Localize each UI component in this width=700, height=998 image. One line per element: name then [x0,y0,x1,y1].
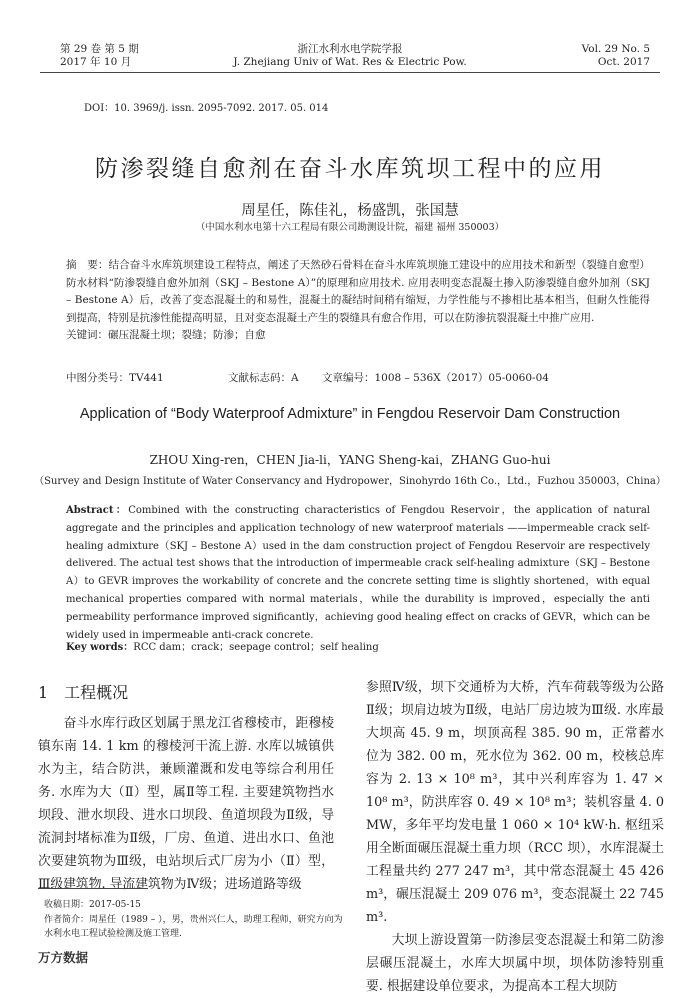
journal-name-en: J. Zhejiang Univ of Wat. Res & Electric Pow. [233,56,467,68]
issue-date-cn: 2017 年 10 月 [60,56,132,68]
footnote-author: 作者简介：周星任（1989 – ），男，贵州兴仁人，助理工程师，研究方向为水利水电工程试验检测及施工管理. [44,915,343,939]
body-left-column [38,712,334,896]
body-right-column [366,676,664,998]
document-code: 文献标志码：A [228,372,299,384]
journal-name-cn: 浙江水利水电学院学报 [297,43,403,55]
vol-no: Vol. 29 No. 5 [581,43,650,55]
body-paragraph: 大坝上游设置第一防渗层变态混凝土和第二防渗层碾压混凝土，水库大坝属中坝，坝体防渗特别重要. 根据建设单位要求，为提高本工程大坝防 [366,933,664,994]
affiliation-en: （Survey and Design Institute of Water Conservancy and Hydropower，Sinohyrdo 16th Co.，Ltd.，Fuzhou 350003，China） [34,476,666,487]
abstract-cn [66,257,650,345]
keywords-cn: 关键词：碾压混凝土坝；裂缝；防渗；自愈 [66,329,266,341]
footnote-rule [38,888,148,889]
volume-issue: 第 29 卷 第 5 期 [60,43,139,55]
keywords-en [66,638,379,653]
issue-date-en: Oct. 2017 [597,56,650,68]
abstract-en [66,502,650,644]
body-paragraph: 奋斗水库行政区划属于黑龙江省穆棱市，距穆棱镇东南 14. 1 km 的穆棱河干流上游. 水库以城镇供水为主，结合防洪，兼顾灌溉和发电等综合利用任务. 水库为大（Ⅱ）型，属Ⅱ等工程. 主要建筑物挡水坝段、泄水坝段、进水口坝段、鱼道坝段为Ⅱ级，导流洞封堵标准为Ⅱ级，厂房、鱼道、进出水口、鱼池次要建筑物为Ⅲ级，电站坝后式厂房为小（Ⅱ）型，Ⅲ级建筑物. 导流建筑物为Ⅳ级；进场道路等级 [38,716,334,892]
doi: DOI：10. 3969/j. issn. 2095-7092. 2017. 05. 014 [84,103,329,114]
abstract-cn-text: 摘 要：结合奋斗水库筑坝建设工程特点，阐述了天然砂石骨料在奋斗水库筑坝施工建设中的应用技术和新型（裂缝自愈型）防水材料“防渗裂缝自愈外加剂（SKJ – Bestone A）”的原理和应用技术. 应用表明变态混凝土掺入防渗裂缝自愈外加剂（SKJ – Bestone A）后，改善了变态混凝土的和易性，混凝土的凝结时间稍有缩短，力学性能与不掺相比基本相当，但耐久性能得到提高，特别是抗渗性能提高明显，且对变态混凝土产生的裂缝具有愈合作用，可以在防渗抗裂混凝土中推广应用. [66,259,650,324]
journal-vol [582,43,650,69]
header-rule [40,72,660,73]
clc-number: 中图分类号：TV441 [66,372,164,384]
footnote-received: 收稿日期：2017-05-15 [44,900,141,910]
keywords-en-text: RCC dam；crack；seepage control；self healing [133,642,379,653]
body-paragraph: 参照Ⅳ级，坝下交通桥为大桥，汽车荷载等级为公路Ⅱ级；坝肩边坡为Ⅱ级，电站厂房边坡为Ⅲ级. 水库最大坝高 45. 9 m，坝顶高程 385. 90 m，正常蓄水位为 382. 00 m，死水位为 362. 00 m，校核总库容为 2. 13 × 10⁸ m³，其中兴利库容为 1. 47 × 10⁸ m³，防洪库容 0. 49 × 10⁸ m³；装机容量 4. 0 MW，多年平均发电量 1 060 × 10⁴ kW·h. 枢纽采用全断面碾压混凝土重力坝（RCC 坝），水库混凝土工程量共约 277 247 m³，其中常态混凝土 45 426 m³，碾压混凝土 209 076 m³，变态混凝土 22 745 m³. [366,680,664,925]
affiliation-cn: （中国水利水电第十六工程局有限公司勘测设计院，福建 福州 350003） [195,222,505,233]
watermark: 万方数据 [38,951,89,965]
paper-title-en: Application of “Body Waterproof Admixture” in Fengdou Reservoir Dam Construction [79,406,621,422]
paper-title-cn: 防渗裂缝自愈剂在奋斗水库筑坝工程中的应用 [95,156,605,182]
keywords-en-label: Key words： [66,642,134,653]
article-number: 文章编号：1008 – 536X（2017）05-0060-04 [322,372,549,384]
authors-cn: 周星任，陈佳礼，杨盛凯，张国慧 [241,203,459,219]
authors-en: ZHOU Xing-ren，CHEN Jia-li，YANG Sheng-kai，ZHANG Guo-hui [149,453,551,467]
section-heading: 1 工程概况 [38,683,129,702]
abstract-en-label: Abstract： [66,505,129,516]
abstract-en-text: Combined with the constructing characteristics of Fengdou Reservoir，the application of natural aggregate and the principles and application technology of new waterproof materials ——impermeable crack self-healing admixture（SKJ – Bestone A）used in the dam construction project of Fengdou Reservoir are respectively delivered. The actual test shows that the introduction of impermeable crack self-healing admixture（SKJ – Bestone A）to GEVR improves the workability of concrete and the concrete setting time is slightly shortened，with equal mechanical properties compared with normal materials，while the durability is improved，especially the anti permeability performance improved significantly，achieving good healing effect on cracks of GEVR，which can be widely used in impermeable anti-crack concrete. [66,505,650,641]
